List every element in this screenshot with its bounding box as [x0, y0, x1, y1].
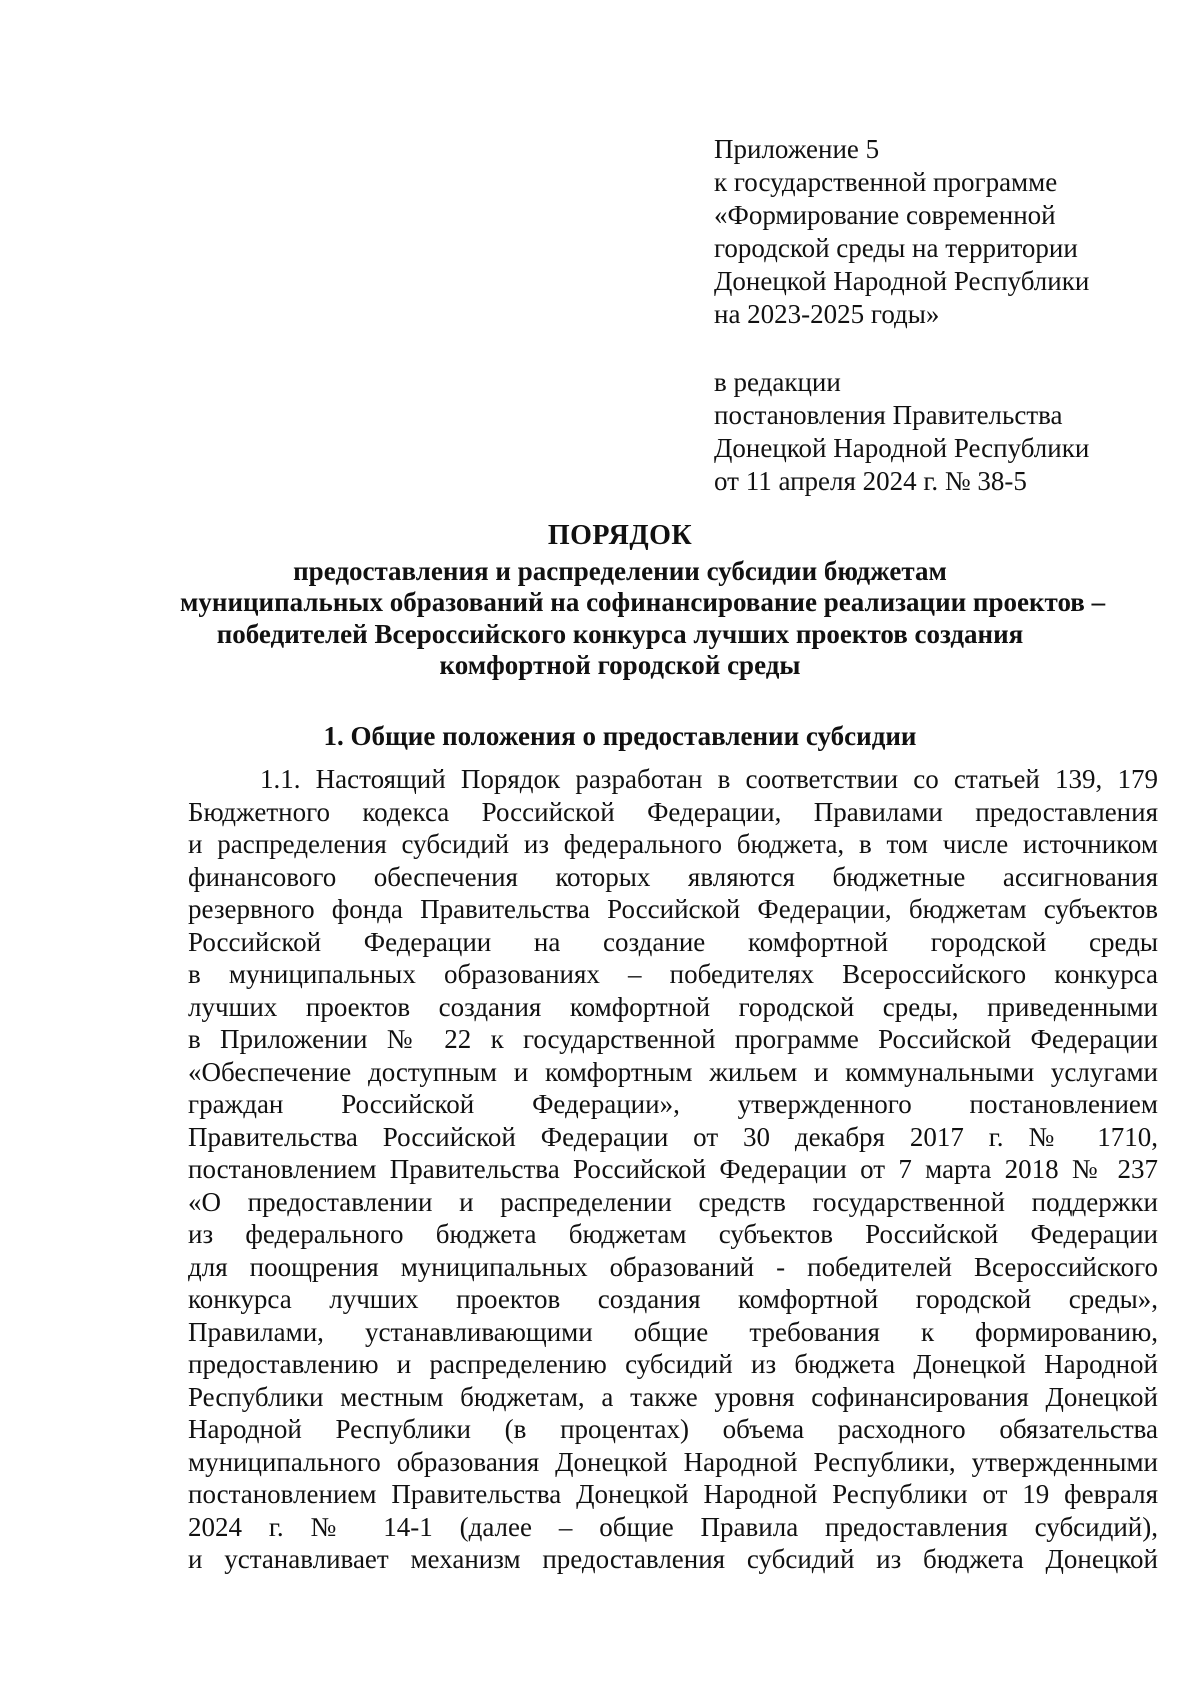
- body-line: в муниципальных образованиях – победителях Всероссийского конкурса: [188, 959, 1158, 989]
- document-subtitle-line: комфортной городской среды: [439, 650, 801, 680]
- body-line: из федерального бюджета бюджетам субъектов Российской Федерации: [188, 1219, 1158, 1249]
- body-line: граждан Российской Федерации», утвержденного постановлением: [188, 1089, 1158, 1119]
- body-line: лучших проектов создания комфортной городской среды, приведенными: [188, 991, 1158, 1022]
- body-line: для поощрения муниципальных образований - победителей Всероссийского: [188, 1251, 1158, 1282]
- appendix-reference-block: [714, 133, 1154, 331]
- revision-line: Донецкой Народной Республики: [714, 433, 1090, 463]
- revision-line: постановления Правительства: [714, 400, 1063, 430]
- revision-line: в редакции: [714, 367, 841, 397]
- appendix-line: Приложение 5: [714, 134, 880, 164]
- body-line: Республики местным бюджетам, а также уровня софинансирования Донецкой: [188, 1381, 1158, 1412]
- body-line: Бюджетного кодекса Российской Федерации, Правилами предоставления: [188, 796, 1158, 827]
- appendix-line: к государственной программе: [714, 167, 1058, 197]
- body-line: Российской Федерации на создание комфортной городской среды: [188, 926, 1158, 957]
- body-line: резервного фонда Правительства Российской Федерации, бюджетам субъектов: [188, 894, 1158, 924]
- body-line: Народной Республики (в процентах) объема расходного обязательства: [188, 1414, 1158, 1444]
- body-line: постановлением Правительства Донецкой Народной Республики от 19 февраля: [188, 1479, 1158, 1509]
- body-line: предоставлению и распределению субсидий из бюджета Донецкой Народной: [188, 1349, 1158, 1379]
- revision-line: от 11 апреля 2024 г. № 38-5: [714, 466, 1027, 496]
- body-line: Правилами, устанавливающими общие требования к формированию,: [188, 1316, 1158, 1347]
- appendix-line: «Формирование современной: [714, 200, 1056, 230]
- body-line: 2024 г. № 14-1 (далее – общие Правила предоставления субсидий),: [188, 1511, 1158, 1542]
- document-subtitle-line: победителей Всероссийского конкурса лучших проектов создания: [216, 618, 1024, 649]
- body-line: муниципального образования Донецкой Народной Республики, утвержденными: [188, 1446, 1158, 1477]
- appendix-line: на 2023-2025 годы»: [714, 299, 940, 329]
- body-line: постановлением Правительства Российской Федерации от 7 марта 2018 № 237: [188, 1154, 1158, 1184]
- body-line: и устанавливает механизм предоставления субсидий из бюджета Донецкой: [188, 1544, 1158, 1574]
- appendix-line: городской среды на территории: [714, 233, 1078, 263]
- document-subtitle-line: муниципальных образований на софинансирование реализации проектов –: [180, 587, 1106, 617]
- document-title-block: [180, 520, 1106, 682]
- appendix-line: Донецкой Народной Республики: [714, 266, 1090, 296]
- document-title: ПОРЯДОК: [547, 520, 693, 551]
- body-line: 1.1. Настоящий Порядок разработан в соответствии со статьей 139, 179: [260, 764, 1158, 794]
- document-subtitle-line: предоставления и распределении субсидии бюджетам: [293, 555, 947, 586]
- body-line: «О предоставлении и распределении средств государственной поддержки: [188, 1186, 1158, 1217]
- body-line: в Приложении № 22 к государственной программе Российской Федерации: [188, 1024, 1158, 1054]
- section-heading: 1. Общие положения о предоставлении субсидии: [323, 721, 917, 751]
- body-line: «Обеспечение доступным и комфортным жильем и коммунальными услугами: [188, 1056, 1158, 1087]
- revision-note-block: [714, 366, 1154, 498]
- body-line: и распределения субсидий из федерального бюджета, в том числе источником: [188, 829, 1158, 859]
- body-line: финансового обеспечения которых являются бюджетные ассигнования: [188, 861, 1158, 892]
- body-line: Правительства Российской Федерации от 30 декабря 2017 г. № 1710,: [188, 1121, 1158, 1152]
- body-line: конкурса лучших проектов создания комфортной городской среды»,: [188, 1284, 1158, 1314]
- body-paragraph: [188, 763, 1158, 1576]
